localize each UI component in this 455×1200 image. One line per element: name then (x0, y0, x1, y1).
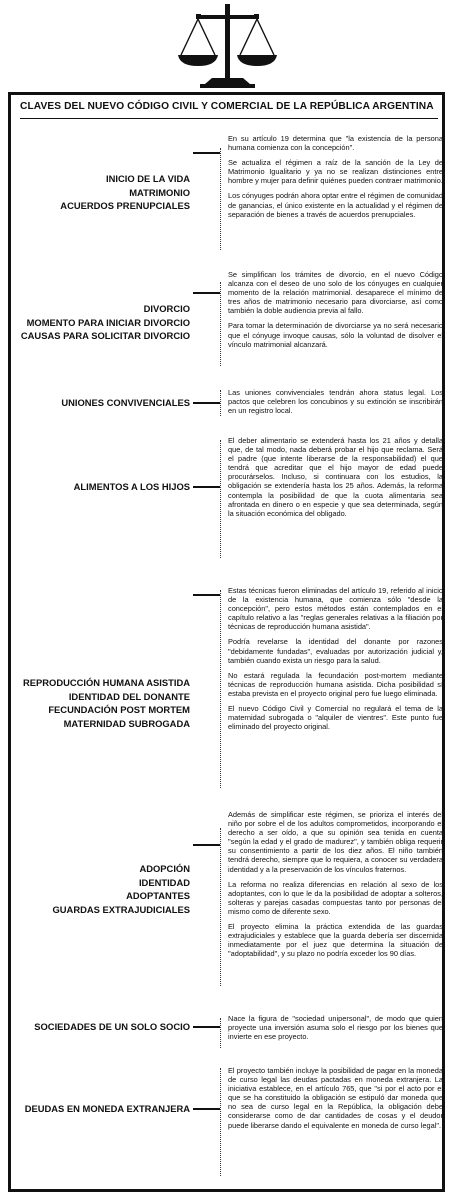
section-bracket (220, 1018, 223, 1048)
section-labels (14, 480, 190, 494)
section-sociedades-un-socio (14, 1012, 444, 1054)
section-adopcion (14, 808, 444, 1008)
paragraph: Estas técnicas fueron eliminadas del artículo 19, referido al inicio de la existencia humana, que comienza sólo "desde la concepción", pero estos métodos están contemplados en el capítulo relativo a las "reglas generales relativas a la filiación por técnicas de reproducción humana asistida". (228, 586, 443, 632)
paragraph: En su artículo 19 determina que "la existencia de la persona humana comienza con la concepción". (228, 134, 443, 153)
section-label: SOCIEDADES DE UN SOLO SOCIO (34, 1021, 190, 1032)
connector-line (193, 292, 220, 294)
section-label: MATRIMONIO (129, 186, 190, 198)
connector-line (193, 1026, 220, 1028)
section-body (228, 1014, 443, 1047)
section-label: MATERNIDAD SUBROGADA (63, 717, 190, 729)
connector-line (193, 152, 220, 154)
paragraph: El proyecto elimina la práctica extendida de las guardas extrajudiciales y establece que la guarda debería ser discernida inmediatamente por el juez que determina la situación de "adoptabilidad", y su plazo no podría exceder los 90 días. (228, 922, 443, 959)
paragraph: No estará regulada la fecundación post-mortem mediante técnicas de reproducción humana asistida. Dicha posibilidad sí estaba prevista en el proyecto original pero fue luego eliminada. (228, 670, 443, 698)
connector-line (193, 594, 220, 596)
section-bracket (220, 282, 223, 366)
section-divorcio (14, 268, 444, 376)
section-bracket (220, 590, 223, 788)
section-label: FECUNDACIÓN POST MORTEM (48, 704, 190, 715)
section-reproduccion-asistida (14, 584, 444, 794)
page-title: CLAVES DEL NUEVO CÓDIGO CIVIL Y COMERCIAL DE LA REPÚBLICA ARGENTINA (20, 101, 434, 112)
section-body (228, 134, 443, 225)
paragraph: El proyecto también incluye la posibilidad de pagar en la moneda de curso legal las deudas pactadas en moneda extranjera. La iniciativa establece, en el artículo 765, que "si por el acto por el que se ha constituido la obligación se estipuló dar moneda que no sea de curso legal en la República, la obligación debe considerarse como de dar cantidades de cosas y el deudor puede liberarse dando el equivalente en moneda de curso legal". (228, 1066, 443, 1130)
section-label: CAUSAS PARA SOLICITAR DIVORCIO (20, 330, 190, 341)
paragraph: El deber alimentario se extenderá hasta los 21 años y detalla que, de tal modo, nada deberá probar el hijo que reclama. Será el padre (que intente liberarse de la responsabilidad) el que tendrá que acreditar que el hijo mayor de edad puede procurárselos. Incluso, si continuara con los estudios, la obligación se extendería hasta los 25 años. Además, la reforma contempla la posibilidad de que la cuota alimentaria sea afrontada en dinero o en especie y que sea determinada, según la situación económica del obligado. (228, 436, 443, 518)
section-bracket (220, 390, 223, 416)
connector-line (193, 486, 220, 488)
section-bracket (220, 1068, 223, 1176)
section-labels (14, 1020, 190, 1034)
section-labels (14, 1102, 190, 1116)
paragraph: La reforma no realiza diferencias en relación al sexo de los adoptantes, con lo que le da la posibilidad de adoptar a solteros, solteras y parejas casadas compuestas tanto por personas del mismo como de diferente sexo. (228, 879, 443, 916)
paragraph: Se simplifican los trámites de divorcio, en el nuevo Código alcanza con el deseo de uno solo de los cónyuges en cualquier momento de la relación matrimonial. desaparece el mínimo de tres años de matrimonio necesario para divorciarse, así como también la doble audiencia previa al fallo. (228, 270, 443, 316)
section-label: MOMENTO PARA INICIAR DIVORCIO (26, 316, 190, 328)
section-inicio-vida-matrimonio (14, 132, 444, 262)
section-body (228, 1066, 443, 1136)
scales-of-justice-icon (0, 0, 455, 95)
section-label: DEUDAS EN MONEDA EXTRANJERA (24, 1103, 190, 1114)
section-bracket (220, 148, 223, 250)
section-body (228, 270, 443, 355)
section-body (228, 388, 443, 421)
section-label: DIVORCIO (143, 303, 190, 314)
section-label: INICIO DE LA VIDA (105, 173, 190, 184)
paragraph: Las uniones convivenciales tendrán ahora status legal. Los pactos que celebren los concubinos y su extinción se inscribirán en un registro local. (228, 388, 443, 416)
paragraph: Para tomar la determinación de divorciarse ya no será necesario que el cónyuge invoque causas, sólo la voluntad de disolver el vínculo matrimonial alcanzará. (228, 321, 443, 349)
section-bracket (220, 828, 223, 986)
section-alimentos-hijos (14, 434, 444, 564)
paragraph: El nuevo Código Civil y Comercial no regulará el tema de la maternidad subrogada o "alquiler de vientres". Este punto fue eliminado del proyecto original. (228, 704, 443, 732)
section-label: ADOPTANTES (126, 890, 190, 901)
section-label: ADOPCIÓN (139, 863, 190, 874)
section-body (228, 586, 443, 737)
section-label: ALIMENTOS A LOS HIJOS (73, 481, 190, 492)
paragraph: Los cónyuges podrán ahora optar entre el régimen de comunidad de ganancias, el único existente en la actualidad y el régimen de separación de bienes a través de acuerdos prenupciales. (228, 191, 443, 219)
paragraph: Nace la figura de "sociedad unipersonal", de modo que quien proyecte una inversión asuma solo el riesgo por los bienes que invierte en ese proyecto. (228, 1014, 443, 1042)
section-labels (14, 862, 190, 916)
section-label: ACUERDOS PRENUPCIALES (60, 200, 190, 211)
section-label: IDENTIDAD DEL DONANTE (68, 690, 190, 702)
connector-line (193, 844, 220, 846)
section-bracket (220, 440, 223, 558)
section-label: GUARDAS EXTRAJUDICIALES (52, 903, 190, 915)
connector-line (193, 402, 220, 404)
connector-line (193, 1108, 220, 1110)
paragraph: Podría revelarse la identidad del donante por razones "debidamente fundadas", evaluadas por autorización judicial y, también cuando exista un riesgo para la salud. (228, 637, 443, 665)
section-uniones-convivenciales (14, 386, 444, 422)
section-label: REPRODUCCIÓN HUMANA ASISTIDA (22, 677, 190, 688)
section-labels (14, 302, 190, 343)
section-label: IDENTIDAD (138, 876, 190, 888)
section-labels (14, 172, 190, 213)
section-body (228, 810, 443, 964)
section-body (228, 436, 443, 524)
paragraph: Se actualiza el régimen a raíz de la sanción de la Ley de Matrimonio Igualitario y ya no se realizan distinciones entre hombre y mujer para definir quiénes pueden contraer matrimonio. (228, 158, 443, 186)
section-label: UNIONES CONVIVENCIALES (61, 397, 190, 408)
paragraph: Además de simplificar este régimen, se prioriza el interés del niño por sobre el de los adultos comprometidos, incorporando el derecho a ser oído, a que su opinión sea tenida en cuenta "según la edad y el grado de madurez", y también obliga requerir su consentimiento a partir de los diez años. El niño también tendrá derecho, siempre que lo requiera, a conocer su verdadera identidad y a la preservación de los vínculos fraternos. (228, 810, 443, 874)
section-labels (14, 396, 190, 410)
title-divider (20, 118, 438, 119)
section-deudas-moneda-extranjera (14, 1064, 444, 1182)
section-labels (14, 676, 190, 730)
